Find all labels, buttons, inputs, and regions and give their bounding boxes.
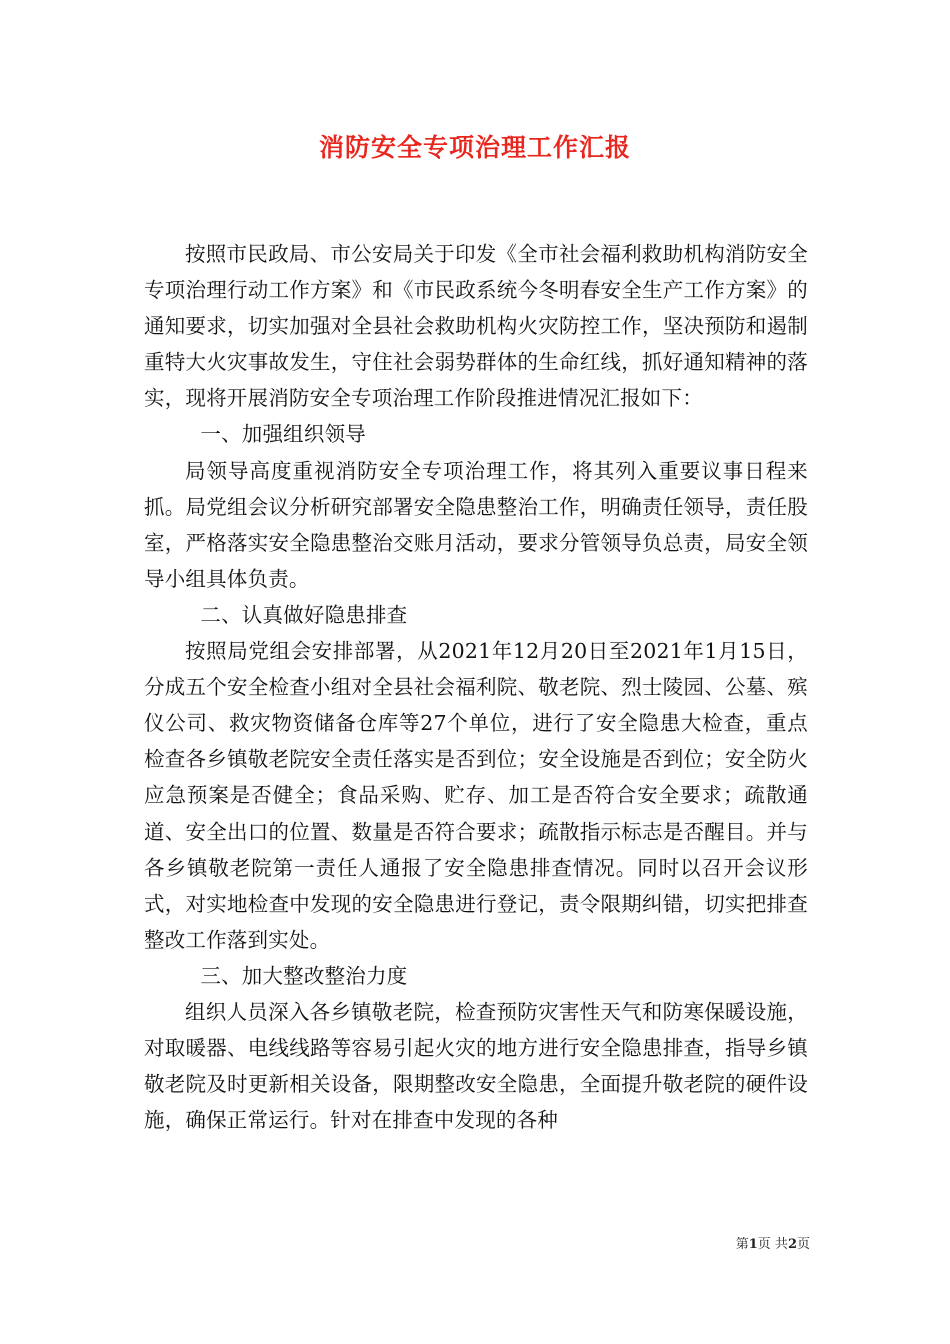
intro-paragraph: 按照市民政局、市公安局关于印发《全市社会福利救助机构消防安全专项治理行动工作方案》和《市民政系统今冬明春安全生产工作方案》的通知要求，切实加强对全县社会救助机构火灾防控工作，坚决预防和遏制重特大火灾事故发生，守住社会弱势群体的生命红线，抓好通知精神的落实，现将开展消防安全专项治理工作阶段推进情况汇报如下：: [144, 242, 808, 411]
section-paragraph-1: 局领导高度重视消防安全专项治理工作，将其列入重要议事日程来抓。局党组会议分析研究部署安全隐患整治工作，明确责任领导，责任股室，严格落实安全隐患整治交账月活动，要求分管领导负总责，局安全领导小组具体负责。: [144, 458, 808, 591]
section-heading-1: 一、加强组织领导: [200, 422, 366, 447]
footer-total-pages: 2: [787, 1237, 797, 1252]
page-number-footer: [650, 1236, 810, 1254]
document-body: [144, 236, 808, 1138]
footer-current-page: 1: [748, 1237, 758, 1252]
footer-prefix: 第: [735, 1237, 749, 1252]
footer-middle: 页 共: [757, 1237, 788, 1252]
footer-suffix: 页: [796, 1237, 810, 1252]
section-paragraph-3: 组织人员深入各乡镇敬老院，检查预防灾害性天气和防寒保暖设施，对取暖器、电线线路等容易引起火灾的地方进行安全隐患排查，指导乡镇敬老院及时更新相关设备，限期整改安全隐患，全面提升敬老院的硬件设施，确保正常运行。针对在排查中发现的各种: [144, 999, 808, 1133]
section-heading-3: 三、加大整改整治力度: [200, 963, 408, 988]
document-title: 消防安全专项治理工作汇报: [318, 133, 631, 162]
section-paragraph-2: 按照局党组会安排部署，从2021年12月20日至2021年1月15日，分成五个安全检查小组对全县社会福利院、敬老院、烈士陵园、公墓、殡仪公司、救灾物资储备仓库等27个单位，进行了安全隐患大检查，重点检查各乡镇敬老院安全责任落实是否到位；安全设施是否到位；安全防火应急预案是否健全；食品采购、贮存、加工是否符合安全要求；疏散通道、安全出口的位置、数量是否符合要求；疏散指示标志是否醒目。并与各乡镇敬老院第一责任人通报了安全隐患排查情况。同时以召开会议形式，对实地检查中发现的安全隐患进行登记，责令限期纠错，切实把排查整改工作落到实处。: [144, 639, 808, 952]
section-heading-2: 二、认真做好隐患排查: [200, 602, 408, 627]
